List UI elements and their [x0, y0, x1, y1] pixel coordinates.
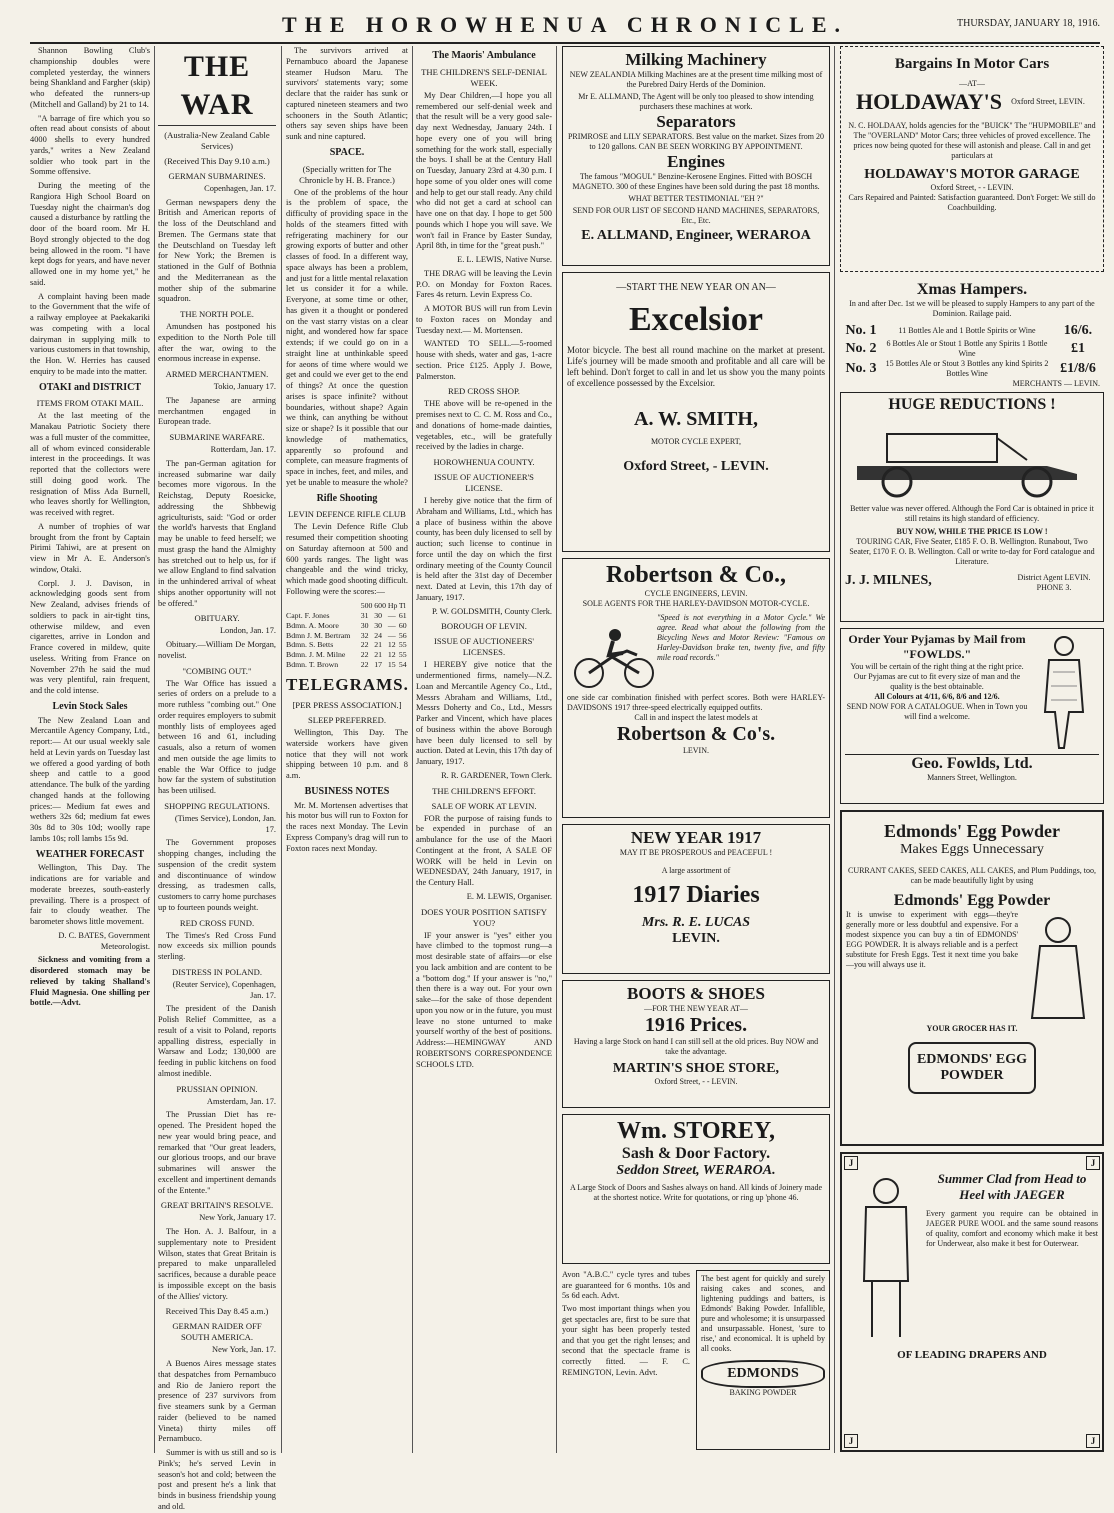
- section-subheading: THE NORTH POLE.: [180, 309, 254, 320]
- table-header-cell: 500: [360, 600, 373, 610]
- section-subheading: (Australia-New Zealand Cable Services): [164, 129, 270, 151]
- ad-excelsior: [562, 272, 830, 552]
- ad-footer: OF LEADING DRAPERS AND: [897, 1349, 1047, 1361]
- ad-name: Mrs. R. E. LUCAS: [641, 915, 751, 930]
- table-cell: 15: [387, 660, 396, 670]
- ad-text: MERCHANTS — LEVIN.: [1012, 379, 1100, 388]
- table-cell: 12: [387, 640, 396, 650]
- hamper-desc: 6 Bottles Ale or Stout 1 Bottle any Spirits 1 Bottle Wine: [886, 339, 1048, 358]
- article-paragraph: Amundsen has postponed his expedition to the North Pole till after the war, owing to the enormous increase in expense.: [158, 322, 276, 364]
- table-cell: 55: [398, 650, 407, 660]
- table-cell: 31: [360, 610, 369, 620]
- article-paragraph: The Times's Red Cross Fund now exceeds six million pounds sterling.: [158, 930, 276, 962]
- ad-name: A. W. SMITH,: [634, 407, 758, 430]
- article-paragraph: The Levin Defence Rifle Club resumed their competition shooting on Saturday afternoon at 500 and 600 yards ranges. The light was changeable and the wind tricky, which made good shooting difficult. Following were the scores:—: [286, 522, 408, 596]
- section-subheading: BOROUGH OF LEVIN.: [441, 621, 527, 632]
- ad-heading: HUGE REDUCTIONS !: [888, 396, 1056, 413]
- column-3: [286, 46, 408, 1453]
- ad-text: Call in and inspect the latest models at: [634, 713, 758, 722]
- ad-storey: [562, 1114, 830, 1264]
- dateline: Amsterdam, Jan. 17.: [206, 1096, 276, 1106]
- ad-heading: Excelsior: [628, 300, 764, 338]
- section-subheading: LEVIN DEFENCE RIFLE CLUB: [288, 509, 406, 520]
- ad-text: A Large Stock of Doors and Sashes always on hand. All kinds of Joinery made at the shortest notice. Write for quotations, or ring up 'phone 46.: [569, 1183, 823, 1202]
- ad-remington: [562, 1304, 690, 1454]
- ad-text: All Colours at 4/11, 6/6, 8/6 and 12/6.: [874, 692, 1000, 701]
- ad-name: MARTIN'S SHOE STORE,: [612, 1061, 780, 1076]
- notice-paragraph: I HEREBY give notice that the undermentioned firms, namely—N.Z. Loan and Mercantile Agency Co., Ltd., Messrs Abraham and Williams, Ltd., Messrs Doherty and Co., Ltd., Messrs Parker and Vincent, which have places of business within the above Borough have been duly licensed to sell by auction. Dated at Levin, this 17th day of January, 1917.: [416, 660, 552, 767]
- section-subheading: DISTRESS IN POLAND.: [171, 966, 262, 977]
- table-header-cell: Tl: [398, 600, 406, 610]
- ad-name: J. J. MILNES,: [845, 573, 932, 588]
- article-paragraph: German newspapers deny the British and American reports of the loss of the Deutschland and Bremen. The Germans state that the Deutschland on Tuesday left for New York; the Bremen is stationed in the Gulf of Bothnia and the Mediterranean as the mother ship of the submarine squadron.: [158, 197, 276, 304]
- ad-heading: Wm. STOREY,: [616, 1118, 776, 1144]
- classified-ad: THE DRAG will be leaving the Levin P.O. on Monday for Foxton Races. Fares 4s return. Levin Express Co.: [416, 268, 552, 300]
- classified-ad: WANTED TO SELL.—5-roomed house with sheds, water and gas, 1-acre section. Price £125. Apply J. Bowe, Palmerston.: [416, 339, 552, 381]
- section-subheading: ISSUE OF AUCTIONEER'S LICENSE.: [434, 472, 534, 494]
- hamper-desc: 15 Bottles Ale or Stout 3 Bottles any kind Spirits 2 Bottles Wine: [885, 359, 1049, 378]
- table-header-row: [286, 601, 408, 611]
- hamper-label: No. 2: [845, 341, 877, 356]
- table-cell: 54: [398, 660, 407, 670]
- ad-text: NEW ZEALANDIA Milking Machines are at the present time milking most of the Purebred Dairy Herds of the Dominion.: [569, 70, 823, 89]
- ad-text: CYCLE ENGINEERS, LEVIN.: [644, 589, 748, 598]
- masthead-title: THE HOROWHENUA CHRONICLE.: [281, 12, 849, 37]
- article-paragraph: Shannon Bowling Club's championship doubles were completed yesterday, the winners being Shankland and Fargher (skip) who defeated the runners-up (Mitchell and Galland) by 21 to 14.: [30, 46, 150, 109]
- signature: D. C. BATES, Government Meteorologist.: [58, 930, 150, 951]
- ad-text: BUY NOW, WHILE THE PRICE IS LOW !: [896, 527, 1048, 536]
- table-cell: 22: [360, 650, 369, 660]
- table-cell: 30: [374, 620, 383, 630]
- ad-text: YOUR GROCER HAS IT.: [926, 1024, 1018, 1033]
- section-subheading: THE CHILDREN'S EFFORT.: [432, 785, 536, 796]
- j-corner: J: [1086, 1156, 1100, 1170]
- ad-text: It is unwise to experiment with eggs—they're generally more or less doubtful and expensive. For a modest sixpence you can buy a tin of EDMONDS' EGG POWDER. It is always reliable and is a perfect substitute for Fresh Eggs. Test it next time you bake—you will always use it.: [846, 910, 1018, 969]
- article-paragraph: The president of the Danish Polish Relief Committee, as a result of a visit to Poland, reports appalling distress, especially in Warsaw and Lodz; 130,000 are feeding in public kitchens on food almost inedible.: [158, 1004, 276, 1078]
- ad-text: SEND NOW FOR A CATALOGUE. When in Town you will find a welcome.: [846, 702, 1028, 721]
- article-paragraph: Mr. M. Mortensen advertises that his motor bus will run to Foxton for the races next Monday. The Levin Express Company's drag will run to Foxton races next Monday.: [286, 800, 408, 853]
- ad-heading: Summer Clad from Head to Heel with JAEGER: [937, 1171, 1087, 1202]
- ad-address: Seddon Street, WERAROA.: [616, 1163, 776, 1178]
- section-subheading: OBITUARY.: [194, 613, 240, 624]
- dateline: Rotterdam, Jan. 17.: [210, 445, 276, 455]
- table-cell: —: [387, 630, 396, 640]
- article-paragraph: Summer is with us still and so is Pink's; he's served Levin in season's hot and cold; between the post and present he's a link that binds in business friendship young and old.: [158, 1448, 276, 1511]
- ad-text: WHAT BETTER TESTIMONIAL "EH ?": [628, 194, 764, 203]
- section-heading: Rifle Shooting: [316, 492, 378, 504]
- ad-text: MAY IT BE PROSPEROUS and PEACEFUL !: [619, 848, 773, 857]
- motor-car-illustration: [847, 418, 1097, 498]
- ad-text: Cars Repaired and Painted: Satisfaction guaranteed. Don't Forget: We still do Coachbuilding.: [848, 193, 1096, 212]
- ad-edmonds-egg: [840, 810, 1104, 1146]
- signature: P. W. GOLDSMITH, County Clerk.: [431, 606, 552, 616]
- table-cell: 12: [387, 650, 396, 660]
- table-cell: Bdmn J. M. Bertram: [286, 630, 351, 640]
- ad-newyear: [562, 824, 830, 974]
- hamper-label: No. 1: [845, 323, 877, 338]
- column-4: [416, 46, 552, 1453]
- ad-text: MOTOR CYCLE EXPERT,: [650, 436, 742, 446]
- signature: R. R. GARDENER, Town Clerk.: [441, 770, 552, 780]
- section-subheading: GERMAN SUBMARINES.: [168, 170, 266, 181]
- table-cell: 55: [398, 640, 407, 650]
- section-subheading: THE CHILDREN'S SELF-DENIAL WEEK.: [421, 66, 547, 88]
- j-corner: J: [844, 1434, 858, 1448]
- ad-heading: Milking Machinery: [625, 50, 767, 69]
- table-cell: 30: [374, 610, 383, 620]
- ad-text: A large assortment of: [661, 866, 731, 875]
- ad-text: TOURING CAR, Five Seater, £185 F. O. B. Wellington. Runabout, Two Seater, £170 F. O. B. Wellington. Call or write to-day for Ford catalogue and Literature.: [849, 537, 1095, 566]
- hamper-price: £1/8/6: [1060, 361, 1096, 376]
- ad-footer: Robertson & Co's.: [616, 723, 776, 745]
- pyjama-man-illustration: [1029, 632, 1099, 752]
- ad-heading: Edmonds' Egg Powder: [893, 892, 1051, 909]
- ad-text: LEVIN.: [683, 746, 709, 755]
- ad-text: Better value was never offered. Although the Ford Car is obtained in price it still retains its high standard of efficiency.: [850, 504, 1094, 523]
- ad-text: Oxford Street, - - LEVIN.: [654, 1077, 738, 1086]
- notice-paragraph: I hereby give notice that the firm of Abraham and Williams, Ltd., which has a place of business within the above county, has been duly licensed to sell by auction; such license to continue in force until the day on which the first ordinary meeting of the County Council is held after the 31st day of December next. Dated at Levin, this 17th day of January, 1917.: [416, 496, 552, 602]
- hamper-row: [844, 323, 1100, 339]
- article-paragraph: "A barrage of fire which you so often read about consists of about 4000 shells to every hundred yards," writes a New Zealand soldier who took part in the Somme offensive.: [30, 113, 150, 177]
- ad-name: Geo. Fowlds, Ltd.: [845, 754, 1099, 773]
- article-paragraph: The Hon. A. J. Balfour, in a supplementary note to President Wilson, states that Great Britain is prepared to make unparalleled sacrifices, because a durable peace is impossible except on the basis of the Allies' victory.: [158, 1227, 276, 1301]
- table-row: [286, 660, 408, 670]
- ad-text: Every garment you require can be obtained in JAEGER PURE WOOL and the same sound reasons of quality, comfort and economy which make it best for Underwear, also make it best for Outerwear.: [926, 1209, 1098, 1248]
- table-row: [286, 621, 408, 631]
- woman-illustration: [1018, 910, 1098, 1020]
- ad-heading: Engines: [667, 152, 725, 171]
- table-cell: 56: [398, 630, 407, 640]
- section-subheading: SHOPPING REGULATIONS.: [164, 800, 270, 811]
- section-subheading: GERMAN RAIDER OFF SOUTH AMERICA.: [172, 1321, 262, 1343]
- notice-paragraph: IF your answer is "yes" either you have climbed to the topmost rung—a most desirable state of affairs—or else you lack ambition and are content to be a "bottom dog." If your answer is "no," then there is a way out. For your own sake—for the sake of those dependent upon you now or in the future, you must leave no stone unturned to make yourself worthy of the best of positions. Address:—HEMINGWAY AND ROBERTSON'S CORRESPONDENCE SCHOOLS LTD.: [416, 930, 552, 1069]
- hamper-label: No. 3: [845, 361, 877, 376]
- ad-text: SEND FOR OUR LIST OF SECOND HAND MACHINES, SEPARATORS, Etc., Etc.: [572, 206, 820, 225]
- ad-text: The famous "MOGUL" Benzine-Kerosene Engines. Fitted with BOSCH MAGNETO. 300 of these Engines have been sold during the past 18 months.: [572, 172, 820, 191]
- section-heading: The Maoris' Ambulance: [432, 50, 536, 61]
- ad-heading: Order Your Pyjamas by Mail from "FOWLDS.": [848, 632, 1026, 661]
- ad-text: —FOR THE NEW YEAR AT—: [644, 1004, 748, 1013]
- section-subheading: SUBMARINE WARFARE.: [169, 432, 265, 443]
- section-subheading: ITEMS FROM OTAKI MAIL.: [36, 398, 144, 409]
- table-cell: 22: [360, 640, 369, 650]
- ad-heading: HOLDAWAY'S MOTOR GARAGE: [864, 167, 1080, 182]
- masthead-date: THURSDAY, JANUARY 18, 1916.: [957, 18, 1100, 29]
- article-paragraph: A number of trophies of war brought from the front by Captain Pirimi Tahiwi, are at present on view in Mr A. E. Anderson's window, Otaki.: [30, 521, 150, 574]
- table-cell: —: [387, 620, 396, 630]
- section-subheading: [PER PRESS ASSOCIATION.]: [292, 700, 402, 711]
- ad-text: In and after Dec. 1st we will be pleased to supply Hampers to any part of the Dominion. Railage paid.: [849, 299, 1095, 318]
- ad-text: N. C. HOLDAAY, holds agencies for the "BUICK" The "HUPMOBILE" and The "OVERLAND" Motor Cars; three vehicles of proved excellence. The prices now being quoted for these will astonish and please. Call in and get particulars at: [848, 121, 1096, 160]
- table-cell: 61: [398, 610, 407, 620]
- ad-text: PRIMROSE and LILY SEPARATORS. Best value on the market. Sizes from 20 to 120 gallons. CAN BE SEEN WORKING BY APPOINTMENT.: [567, 132, 824, 151]
- section-subheading: HOROWHENUA COUNTY.: [433, 457, 535, 468]
- table-cell: Bdmn. S. Betts: [286, 640, 334, 650]
- section-heading: OTAKI and DISTRICT: [38, 381, 142, 393]
- section-subheading: ISSUE OF AUCTIONEERS' LICENSES.: [434, 636, 534, 658]
- section-subheading: RED CROSS SHOP.: [448, 386, 520, 397]
- dateline: Copenhagen, Jan. 17.: [204, 183, 276, 193]
- ad-logo: EDMONDS' EGG POWDER: [908, 1042, 1036, 1094]
- article-paragraph: Wellington, This Day. The waterside workers have given notice that they will not work shipping between 10 p.m. and 8 a.m.: [286, 728, 408, 781]
- table-cell: —: [387, 610, 396, 620]
- ad-heading: Xmas Hampers.: [916, 281, 1028, 298]
- section-subheading: DOES YOUR POSITION SATISFY YOU?: [421, 906, 547, 928]
- table-cell: Bdmn. J. M. Milne: [286, 650, 346, 660]
- section-heading: SPACE.: [329, 146, 365, 158]
- hamper-row: [844, 359, 1100, 379]
- notice-paragraph: FOR the purpose of raising funds to be expended in purchase of an ambulance for the use of the Maori Contingent at the front, A SALE OF WORK will be held in Levin on WEDNESDAY, 24th January, 1917, in the Century Hall.: [416, 813, 552, 888]
- section-subheading: RED CROSS FUND.: [179, 917, 255, 928]
- section-heading: WEATHER FORECAST: [35, 848, 145, 860]
- column-1: [30, 46, 150, 1453]
- table-header-cell: 600: [374, 600, 386, 610]
- ad-text: SOLE AGENTS FOR THE HARLEY-DAVIDSON MOTOR-CYCLE.: [582, 599, 810, 608]
- table-cell: 21: [374, 640, 383, 650]
- ad-heading: 1916 Prices.: [644, 1014, 748, 1036]
- dateline: New York, January 17.: [199, 1213, 276, 1223]
- ad-heading: Edmonds' Egg Powder: [883, 821, 1061, 841]
- article-paragraph: Obituary.—William De Morgan, novelist.: [158, 640, 276, 660]
- article-paragraph: The Prussian Diet has re-opened. The President hoped the new year would bring peace, and remarked that "Our great leaders, our glorious troops, and our brave submarines will answer the excellent and impertinent demands of the Entente.": [158, 1110, 276, 1195]
- column-2: [158, 46, 276, 1511]
- article-paragraph: A Buenos Aires message states that despatches from Pernambuco and Rio de Janiero report the presence of 237 survivors from five steamers sunk by a German raider (believed to be named Vineta) thirty miles off Pernambuco.: [158, 1359, 276, 1444]
- ad-text: Motor bicycle. The best all round machine on the market at present. Life's journey will be made smooth and profitable and all care will be left behind. Don't forget to call in and let us show you the many points of excellence possessed by the Excelsior.: [567, 344, 825, 389]
- ad-text: Avon "A.B.C." cycle tyres and tubes are guaranteed for 6 months. 10s and 5s 6d each. Advt.: [562, 1270, 690, 1301]
- ad-text: Having a large Stock on hand I can still sell at the old prices. Buy NOW and take the advantage.: [573, 1037, 819, 1056]
- table-cell: 60: [398, 620, 407, 630]
- ad-allmand: [562, 46, 830, 266]
- table-row: [286, 611, 408, 621]
- ad-avon: [562, 1270, 690, 1301]
- article-paragraph: The War Office has issued a series of orders on a prelude to a more ruthless "combing out." One order requires employers to submit monthly lists of employees aged between 16 and 61, including casuals, also a return of women and men outside the age limits to enable the War Office to judge how far the system of substitution has been utilised.: [158, 678, 276, 796]
- ad-heading: NEW YEAR 1917: [630, 828, 762, 847]
- section-heading: Levin Stock Sales: [52, 700, 128, 712]
- section-subheading: SALE OF WORK AT LEVIN.: [431, 800, 537, 811]
- ad-name: HOLDAWAY'S: [856, 89, 1002, 114]
- table-cell: 21: [374, 650, 383, 660]
- ad-heading: Robertson & Co.,: [606, 562, 786, 588]
- ad-heading: Bargains In Motor Cars: [894, 56, 1050, 72]
- ad-footer: Oxford Street, - LEVIN.: [623, 458, 769, 474]
- ad-text: District Agent LEVIN. PHONE 3.: [1017, 573, 1091, 592]
- ad-edmonds-baking: [696, 1270, 830, 1450]
- article-paragraph: Corpl. J. J. Davison, in acknowledging goods sent from New Zealand, advises friends of soldiers to pack in air-tight tins, otherwise mildew, and even cigarettes, arrive in London and France covered in mildew, quite useless. Writing from France on November 27th he said the mud was very plentiful, rain frequent, and the cold intense.: [30, 578, 150, 696]
- ad-logo: EDMONDS: [701, 1360, 825, 1388]
- section-subheading: "COMBING OUT.": [182, 665, 252, 676]
- article-paragraph: A complaint having been made to the Government that the wife of a railway employee at Paekakariki was competing with a local dairyman in supplying milk to various customers in that township, the Hon. W. Herries has caused enquiry to be made into the matter.: [30, 291, 150, 376]
- ad-text: The best agent for quickly and surely raising cakes and scones, and lightening puddings and batters, is Edmonds' Baking Powder. Infallible, pure and wholesome; it is unsurpassed and unsurpassable. Honest, 'sure to rise,' and economical. It is upheld by all cooks.: [701, 1274, 825, 1353]
- ad-text: "Speed is not everything in a Motor Cycle." We agree. Read what about the following from the Bicycling News and Motor Review: "Famous on Harley-Davidson brake ten, twenty five, and fifty mile road records.": [657, 613, 825, 662]
- hamper-row: [844, 339, 1100, 359]
- ad-text: one side car combination finished with perfect scores. Both were HARLEY-DAVIDSONS 1917 three-speed electrically equipped outfits.: [567, 693, 825, 712]
- section-subheading: Received This Day 8.45 a.m.): [165, 1306, 269, 1317]
- ad-subheading: Sash & Door Factory.: [621, 1145, 771, 1162]
- hamper-desc: 11 Bottles Ale and 1 Bottle Spirits or Wine: [898, 326, 1036, 335]
- dateline: New York, Jan. 17.: [212, 1345, 276, 1355]
- dateline: London, Jan. 17.: [219, 626, 276, 636]
- classified-ad: A MOTOR BUS will run from Levin to Foxton races on Monday and Tuesday next.— M. Mortensen.: [416, 304, 552, 335]
- dateline: Tokio, January 17.: [213, 382, 276, 392]
- hamper-price: 16/6.: [1063, 323, 1093, 338]
- ad-subheading: Makes Eggs Unnecessary: [900, 842, 1044, 857]
- ad-text: Oxford Street, - - LEVIN.: [930, 183, 1014, 192]
- article-paragraph: Sickness and vomiting from a disordered stomach may be relieved by taking Shalland's Fluid Magnesia. One shilling per bottle.—Advt.: [30, 955, 150, 1008]
- war-heading: THE WAR: [158, 48, 276, 126]
- ad-text: CURRANT CAKES, SEED CAKES, ALL CAKES, and Plum Puddings, too, can be made beautifully light by using: [847, 866, 1097, 885]
- j-corner: J: [844, 1156, 858, 1170]
- ad-town: LEVIN.: [672, 931, 720, 946]
- section-subheading: ARMED MERCHANTMEN.: [165, 369, 269, 380]
- section-subheading: SLEEP PREFERRED.: [308, 715, 386, 726]
- ad-fowlds: [840, 628, 1104, 804]
- table-row: [286, 631, 408, 641]
- j-corner: J: [1086, 1434, 1100, 1448]
- article-paragraph: The New Zealand Loan and Mercantile Agency Company, Ltd., report:— At our usual weekly sale held at Levin yards on Tuesday last we offered a good yarding of both sheep and cattle to a good attendance. The bulk of the yarding changed hands at the following prices:— Medium fat ewes and wethers 32s 6d; medium fat ewes 30s 8d to 30s 10d; woolly rape lambs 10s; roll lambs 15s 9d.: [30, 715, 150, 843]
- hamper-price: £1: [1071, 341, 1085, 356]
- ad-text: BAKING POWDER: [729, 1388, 797, 1397]
- section-subheading: (Received This Day 9.10 a.m.): [164, 155, 270, 166]
- table-cell: 32: [360, 630, 369, 640]
- rifle-scores-table: [286, 601, 408, 671]
- ad-heading: BOOTS & SHOES: [627, 984, 765, 1003]
- article-paragraph: The Japanese are arming merchantmen engaged in European trade.: [158, 395, 276, 427]
- gentleman-illustration: [846, 1171, 926, 1341]
- table-cell: Bdmn. A. Moore: [286, 620, 339, 630]
- ad-text: Oxford Street, LEVIN.: [1011, 97, 1085, 106]
- section-subheading: PRUSSIAN OPINION.: [176, 1083, 258, 1094]
- table-row: [286, 640, 408, 650]
- table-cell: Bdmn. T. Brown: [286, 660, 339, 670]
- ad-heading: 1917 Diaries: [632, 882, 760, 908]
- article-paragraph: Wellington, This Day. The indications are for variable and moderate breezes, south-easterly prevailing. There is a prospect of fair to cloudy weather. The barometer shows little movement.: [30, 863, 150, 927]
- section-heading: BUSINESS NOTES: [304, 785, 390, 797]
- dateline: (Reuter Service), Copenhagen, Jan. 17.: [172, 979, 276, 1000]
- ad-text: Manners Street, Wellington.: [927, 773, 1017, 782]
- ad-text: —AT—: [959, 79, 985, 88]
- motorcycle-illustration: [567, 613, 657, 693]
- table-cell: 24: [374, 630, 383, 640]
- masthead: [30, 12, 1100, 44]
- table-row: [286, 650, 408, 660]
- article-paragraph: The survivors arrived at Pernambuco aboard the Japanese steamer Hudson Maru. The survivors' statements vary; some declare that the raider has sunk or captured nineteen steamers and two schooners in the South Atlantic; others say seven ships have been sunk and nine captured.: [286, 46, 408, 141]
- ad-text: Mr E. ALLMAND, The Agent will be only too pleased to show intending purchasers these machines at work.: [578, 92, 814, 111]
- ad-jaeger: [840, 1152, 1104, 1452]
- ad-robertson: [562, 558, 830, 818]
- table-cell: 30: [360, 620, 369, 630]
- ad-xmas: [840, 278, 1104, 386]
- article-paragraph: The pan-German agitation for increased submarine war daily becomes more vigorous. In the Reichstag, Deputy Roesicke, addressing the Shbbewig agriculturists, said: "God or order the world's harvests that England may be unable to feed herself; we must grasp the hand the Almighty has stretched out to help us, for if we allow England to find salvation in the unhindered arrival of wheat ships another opportunity will not be offered.": [158, 458, 276, 608]
- signature: E. L. LEWIS, Native Nurse.: [457, 255, 552, 265]
- telegrams-heading: TELEGRAMS.: [286, 675, 409, 695]
- table-cell: 17: [374, 660, 383, 670]
- ad-text: You will be certain of the right thing at the right price. Our Pyjamas are cut to fit every size of man and the quality is the best obtainable.: [850, 662, 1024, 691]
- article-paragraph: At the last meeting of the Manakau Patriotic Society there was a full muster of the committee, all of whom evinced considerable interest in the proceedings. It was reported that the collectors were still doing good work. The resignation of Miss Ada Burnell, who leaves shortly for Wellington, was received with regret.: [30, 411, 150, 518]
- signature: E. M. LEWIS, Organiser.: [466, 891, 552, 901]
- article-paragraph: During the meeting of the Rangiora High School Board on Tuesday night the chairman's dog caused a disturbance by rattling the door of the board room. Mr H. Boyd strongly objected to the dog being allowed in the room. "I have kept dogs for years, and have never allowed one in my home yet," he said.: [30, 181, 150, 287]
- dateline: (Times Service), London, Jan. 17.: [174, 813, 276, 834]
- article-paragraph: The Government proposes shopping changes, including the suspension of the credit system and discontinuance of window dressing, as tradesmen calls, customers to carry home purchases up to fourteen pounds weight.: [158, 838, 276, 912]
- article-paragraph: One of the problems of the hour is the problem of space, the difficulty of providing space in the holds of the steamers fitted with refrigerating machinery for our growing exports of butter and other classes of food. In a different way, space always has been a problem, and just for a little mental relaxation let us consider it for a while. Everyone, at some time or other, has given it a thought or pondered on the vast starry vistas on a clear night, and wondered how far space extends; if we could go on in a straight line at unthinkable speed for aeons of time where would we get and could we ever get to the end of things? At once the question arises is space infinite? without boundaries, without shape? Again we think, can anything be without size or shape? Is it possible that our knowledge of mathematics, apparently so profound and complete, can measure fragments of space in inches, feet, and miles, and yet be unable to measure the whole?: [286, 187, 408, 487]
- ad-footer: E. ALLMAND, Engineer, WERAROA: [581, 228, 811, 243]
- ad-boots: [562, 980, 830, 1108]
- ad-milnes: [840, 392, 1104, 622]
- table-header-cell: Hp: [387, 600, 398, 610]
- ad-text: Two most important things when you get spectacles are, first to be sure that your sight has been properly tested and that you get the right lenses; and second that the spectacle frame is correctly fitted. — F. C. REMINGTON, Levin. Advt.: [562, 1304, 690, 1377]
- classified-ad: THE above will be re-opened in the premises next to C. C. M. Ross and Co., and donations of home-made dainties, vegetables, etc., will be gratefully received by the ladies in charge.: [416, 399, 552, 452]
- section-subheading: GREAT BRITAIN'S RESOLVE.: [160, 1200, 274, 1211]
- ad-text: —START THE NEW YEAR ON AN—: [616, 282, 776, 293]
- article-paragraph: My Dear Children,—I hope you all remembered our self-denial week and that the result will be a very good sale-day next Wednesday, January 24th. I hope every one of you will bring something for the work stall, especially the boys. I shall be at the Century Hall on Tuesday, January 23rd at 4.30 p.m. I hope some of you older ones will come and help to get our stall ready. Any child who did not get a card at school can have one on that day. I hope to get 500 pounds which I hope you will save. We won't fail in France by Easter Sunday, April 8th, in time for the "great push.": [416, 90, 552, 251]
- table-header-cell: [286, 601, 361, 611]
- table-cell: 22: [360, 660, 369, 670]
- table-cell: Capt. F. Jones: [286, 610, 330, 620]
- ad-heading: Separators: [656, 112, 736, 131]
- section-subheading: (Specially written for The Chronicle by H. B. France.): [299, 163, 395, 185]
- ad-holdaway: [840, 46, 1104, 272]
